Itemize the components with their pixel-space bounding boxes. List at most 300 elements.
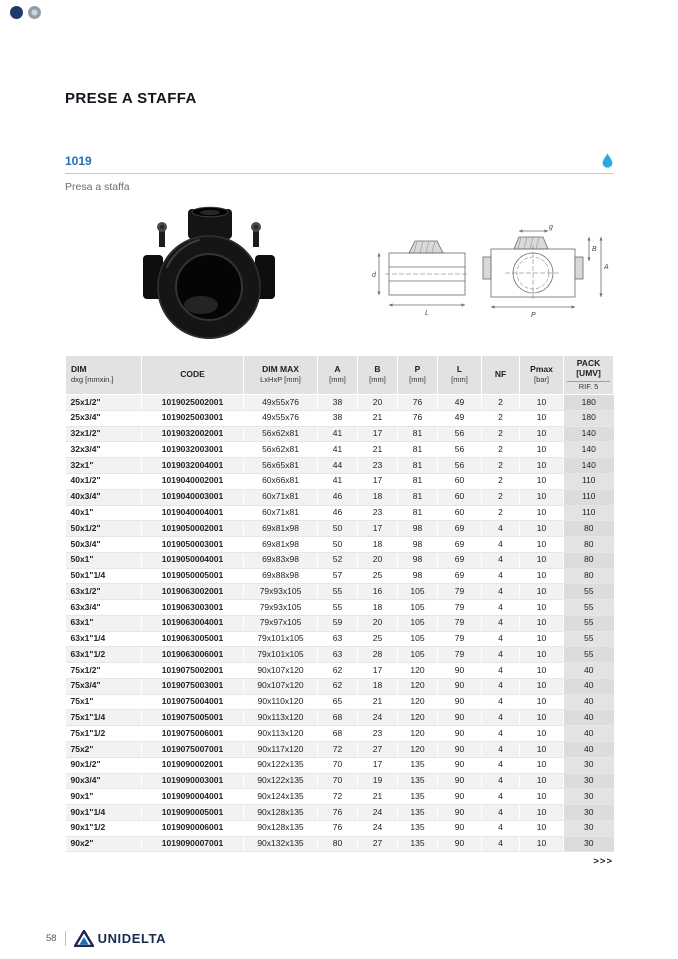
- table-cell: 72: [318, 789, 358, 805]
- table-cell: 1019075006001: [142, 726, 244, 742]
- table-cell: 110: [564, 489, 614, 505]
- table-cell: 30: [564, 820, 614, 836]
- table-cell: 62: [318, 663, 358, 679]
- table-cell: 4: [482, 631, 520, 647]
- table-cell: 55: [564, 631, 614, 647]
- table-cell: 55: [564, 647, 614, 663]
- table-cell: 120: [398, 710, 438, 726]
- table-cell: 79: [438, 647, 482, 663]
- table-cell: 90x1/2": [66, 757, 142, 773]
- table-cell: 57: [318, 568, 358, 584]
- table-continues-indicator: >>>: [593, 856, 613, 868]
- table-cell: 1019025003001: [142, 410, 244, 426]
- table-cell: 1019063004001: [142, 615, 244, 631]
- table-cell: 23: [358, 726, 398, 742]
- table-cell: 10: [520, 410, 564, 426]
- table-cell: 80: [318, 836, 358, 852]
- table-cell: 44: [318, 458, 358, 474]
- table-cell: 120: [398, 694, 438, 710]
- table-cell: 59: [318, 615, 358, 631]
- table-cell: 72: [318, 742, 358, 758]
- corner-dots: [10, 6, 41, 19]
- column-header: A [mm]: [318, 356, 358, 395]
- table-cell: 2: [482, 442, 520, 458]
- table-cell: 75x1/2": [66, 663, 142, 679]
- table-cell: 90: [438, 820, 482, 836]
- table-cell: 10: [520, 836, 564, 852]
- table-cell: 120: [398, 663, 438, 679]
- table-cell: 79: [438, 615, 482, 631]
- series-code: 1019: [65, 154, 92, 168]
- table-row: [66, 647, 614, 663]
- table-cell: 60: [438, 473, 482, 489]
- dim-label-p: P: [531, 312, 536, 319]
- table-cell: 2: [482, 410, 520, 426]
- table-row: [66, 742, 614, 758]
- table-cell: 10: [520, 773, 564, 789]
- table-cell: 10: [520, 458, 564, 474]
- table-cell: 76: [398, 410, 438, 426]
- table-cell: 10: [520, 757, 564, 773]
- table-cell: 76: [398, 395, 438, 411]
- table-cell: 4: [482, 615, 520, 631]
- table-cell: 1019090007001: [142, 836, 244, 852]
- table-cell: 4: [482, 820, 520, 836]
- table-row: [66, 773, 614, 789]
- table-cell: 69x88x98: [244, 568, 318, 584]
- column-header: DIM dxg [mmxin.]: [66, 356, 142, 395]
- table-cell: 4: [482, 726, 520, 742]
- table-cell: 76: [318, 805, 358, 821]
- table-cell: 49: [438, 410, 482, 426]
- table-cell: 17: [358, 426, 398, 442]
- table-cell: 135: [398, 805, 438, 821]
- table-cell: 40: [564, 694, 614, 710]
- table-cell: 81: [398, 426, 438, 442]
- table-cell: 80: [564, 552, 614, 568]
- table-cell: 69: [438, 568, 482, 584]
- page-footer: [46, 930, 166, 947]
- table-cell: 90x132x135: [244, 836, 318, 852]
- table-cell: 10: [520, 742, 564, 758]
- table-cell: 1019050005001: [142, 568, 244, 584]
- table-cell: 79: [438, 600, 482, 616]
- table-cell: 4: [482, 568, 520, 584]
- table-cell: 50: [318, 521, 358, 537]
- column-header: P [mm]: [398, 356, 438, 395]
- table-cell: 4: [482, 521, 520, 537]
- table-row: [66, 789, 614, 805]
- table-cell: 90: [438, 836, 482, 852]
- table-cell: 90x113x120: [244, 726, 318, 742]
- gray-dot: [28, 6, 41, 19]
- table-cell: 30: [564, 757, 614, 773]
- product-table: [65, 355, 614, 852]
- table-row: [66, 568, 614, 584]
- table-cell: 19: [358, 773, 398, 789]
- table-cell: 27: [358, 742, 398, 758]
- table-cell: 90: [438, 678, 482, 694]
- table-cell: 17: [358, 473, 398, 489]
- page-number: 58: [46, 933, 57, 944]
- product-photo: [133, 205, 285, 348]
- table-cell: 40: [564, 663, 614, 679]
- table-cell: 90x128x135: [244, 805, 318, 821]
- table-cell: 10: [520, 537, 564, 553]
- table-cell: 69: [438, 552, 482, 568]
- table-cell: 50: [318, 537, 358, 553]
- table-cell: 25: [358, 568, 398, 584]
- table-cell: 10: [520, 426, 564, 442]
- table-row: [66, 726, 614, 742]
- table-cell: 135: [398, 773, 438, 789]
- table-cell: 75x1"1/2: [66, 726, 142, 742]
- table-cell: 18: [358, 678, 398, 694]
- table-cell: 40x3/4": [66, 489, 142, 505]
- table-cell: 90x3/4": [66, 773, 142, 789]
- dim-label-l: L: [425, 310, 429, 317]
- table-cell: 10: [520, 552, 564, 568]
- table-cell: 65: [318, 694, 358, 710]
- table-cell: 32x3/4": [66, 442, 142, 458]
- table-cell: 4: [482, 678, 520, 694]
- table-cell: 30: [564, 836, 614, 852]
- table-cell: 90: [438, 726, 482, 742]
- table-row: [66, 678, 614, 694]
- table-row: [66, 584, 614, 600]
- column-header: B [mm]: [358, 356, 398, 395]
- table-cell: 4: [482, 600, 520, 616]
- table-cell: 32x1/2": [66, 426, 142, 442]
- table-cell: 55: [564, 615, 614, 631]
- table-cell: 90x122x135: [244, 773, 318, 789]
- table-cell: 90x107x120: [244, 663, 318, 679]
- delta-logo-icon: [74, 930, 94, 947]
- table-header-row: [66, 356, 614, 395]
- table-row: [66, 836, 614, 852]
- table-cell: 90: [438, 694, 482, 710]
- table-row: [66, 600, 614, 616]
- table-cell: 1019075007001: [142, 742, 244, 758]
- table-row: [66, 552, 614, 568]
- table-cell: 90x110x120: [244, 694, 318, 710]
- table-cell: 69: [438, 521, 482, 537]
- table-cell: 10: [520, 710, 564, 726]
- table-cell: 4: [482, 710, 520, 726]
- table-cell: 90: [438, 773, 482, 789]
- table-cell: 1019040002001: [142, 473, 244, 489]
- table-cell: 41: [318, 442, 358, 458]
- table-cell: 18: [358, 537, 398, 553]
- table-cell: 56x62x81: [244, 442, 318, 458]
- table-cell: 24: [358, 820, 398, 836]
- table-cell: 63x1": [66, 615, 142, 631]
- table-cell: 1019090006001: [142, 820, 244, 836]
- table-cell: 79x101x105: [244, 631, 318, 647]
- table-cell: 105: [398, 631, 438, 647]
- table-cell: 10: [520, 789, 564, 805]
- table-cell: 2: [482, 426, 520, 442]
- table-cell: 40: [564, 678, 614, 694]
- table-row: [66, 820, 614, 836]
- table-cell: 110: [564, 505, 614, 521]
- table-cell: 10: [520, 726, 564, 742]
- table-cell: 30: [564, 789, 614, 805]
- table-cell: 75x1"1/4: [66, 710, 142, 726]
- table-cell: 90x2": [66, 836, 142, 852]
- table-cell: 60x66x81: [244, 473, 318, 489]
- table-cell: 110: [564, 473, 614, 489]
- table-cell: 98: [398, 568, 438, 584]
- table-cell: 98: [398, 537, 438, 553]
- water-drop-icon: [602, 153, 613, 168]
- table-cell: 81: [398, 458, 438, 474]
- table-cell: 90x128x135: [244, 820, 318, 836]
- page-title: PRESE A STAFFA: [65, 90, 197, 107]
- table-cell: 32x1": [66, 458, 142, 474]
- table-cell: 81: [398, 489, 438, 505]
- table-cell: 1019032003001: [142, 442, 244, 458]
- table-cell: 21: [358, 442, 398, 458]
- table-cell: 120: [398, 726, 438, 742]
- table-cell: 1019063002001: [142, 584, 244, 600]
- table-cell: 10: [520, 631, 564, 647]
- table-cell: 10: [520, 489, 564, 505]
- table-cell: 98: [398, 521, 438, 537]
- table-cell: 10: [520, 805, 564, 821]
- table-cell: 25x1/2": [66, 395, 142, 411]
- table-cell: 63x3/4": [66, 600, 142, 616]
- table-cell: 40: [564, 710, 614, 726]
- table-cell: 70: [318, 757, 358, 773]
- table-cell: 10: [520, 694, 564, 710]
- table-cell: 60x71x81: [244, 505, 318, 521]
- table-cell: 21: [358, 694, 398, 710]
- table-cell: 23: [358, 458, 398, 474]
- table-cell: 56: [438, 458, 482, 474]
- table-row: [66, 426, 614, 442]
- table-cell: 56: [438, 442, 482, 458]
- table-cell: 1019075005001: [142, 710, 244, 726]
- table-cell: 63x1/2": [66, 584, 142, 600]
- table-cell: 2: [482, 458, 520, 474]
- figures: [65, 205, 613, 347]
- table-cell: 69x81x98: [244, 537, 318, 553]
- table-cell: 40: [564, 726, 614, 742]
- table-cell: 4: [482, 789, 520, 805]
- table-row: [66, 615, 614, 631]
- technical-drawing: [371, 219, 609, 342]
- table-cell: 140: [564, 426, 614, 442]
- table-cell: 81: [398, 473, 438, 489]
- table-cell: 30: [564, 773, 614, 789]
- table-cell: 55: [318, 584, 358, 600]
- table-cell: 4: [482, 552, 520, 568]
- table-cell: 1019032004001: [142, 458, 244, 474]
- table-cell: 79x93x105: [244, 600, 318, 616]
- table-cell: 17: [358, 521, 398, 537]
- table-cell: 105: [398, 615, 438, 631]
- table-cell: 90: [438, 742, 482, 758]
- table-cell: 90x113x120: [244, 710, 318, 726]
- table-row: [66, 537, 614, 553]
- table-cell: 90x1"1/4: [66, 805, 142, 821]
- table-cell: 90: [438, 757, 482, 773]
- table-cell: 120: [398, 678, 438, 694]
- column-header: Pmax [bar]: [520, 356, 564, 395]
- table-cell: 60x71x81: [244, 489, 318, 505]
- table-cell: 4: [482, 757, 520, 773]
- table-row: [66, 757, 614, 773]
- table-cell: 1019050004001: [142, 552, 244, 568]
- table-cell: 79: [438, 631, 482, 647]
- table-cell: 2: [482, 489, 520, 505]
- table-cell: 135: [398, 789, 438, 805]
- table-cell: 135: [398, 820, 438, 836]
- table-cell: 63x1"1/4: [66, 631, 142, 647]
- table-cell: 10: [520, 521, 564, 537]
- table-cell: 4: [482, 836, 520, 852]
- table-cell: 55: [564, 600, 614, 616]
- table-cell: 68: [318, 710, 358, 726]
- table-cell: 81: [398, 505, 438, 521]
- table-cell: 80: [564, 568, 614, 584]
- table-cell: 4: [482, 773, 520, 789]
- table-cell: 79x93x105: [244, 584, 318, 600]
- table-cell: 55: [564, 584, 614, 600]
- table-cell: 46: [318, 489, 358, 505]
- table-cell: 69: [438, 537, 482, 553]
- table-cell: 10: [520, 395, 564, 411]
- table-cell: 50x1"1/4: [66, 568, 142, 584]
- table-row: [66, 521, 614, 537]
- column-header: NF: [482, 356, 520, 395]
- table-row: [66, 505, 614, 521]
- table-cell: 90: [438, 710, 482, 726]
- table-row: [66, 710, 614, 726]
- table-cell: 23: [358, 505, 398, 521]
- table-cell: 1019075003001: [142, 678, 244, 694]
- table-cell: 79x101x105: [244, 647, 318, 663]
- table-cell: 10: [520, 600, 564, 616]
- table-cell: 17: [358, 757, 398, 773]
- table-cell: 16: [358, 584, 398, 600]
- table-cell: 40: [564, 742, 614, 758]
- table-cell: 79: [438, 584, 482, 600]
- table-cell: 49x55x76: [244, 395, 318, 411]
- table-cell: 4: [482, 663, 520, 679]
- table-cell: 1019032002001: [142, 426, 244, 442]
- table-cell: 62: [318, 678, 358, 694]
- table-cell: 1019063006001: [142, 647, 244, 663]
- table-cell: 25: [358, 631, 398, 647]
- table-cell: 4: [482, 584, 520, 600]
- table-cell: 41: [318, 426, 358, 442]
- table-cell: 79x97x105: [244, 615, 318, 631]
- table-cell: 90x117x120: [244, 742, 318, 758]
- brand-name: UNIDELTA: [97, 931, 167, 946]
- table-cell: 76: [318, 820, 358, 836]
- table-row: [66, 805, 614, 821]
- table-cell: 1019090005001: [142, 805, 244, 821]
- brand-logo: [74, 930, 167, 947]
- table-row: [66, 663, 614, 679]
- table-cell: 49: [438, 395, 482, 411]
- table-cell: 90x122x135: [244, 757, 318, 773]
- table-cell: 180: [564, 410, 614, 426]
- table-cell: 90x1"1/2: [66, 820, 142, 836]
- table-cell: 69x83x98: [244, 552, 318, 568]
- table-cell: 105: [398, 647, 438, 663]
- table-cell: 80: [564, 537, 614, 553]
- table-cell: 1019025002001: [142, 395, 244, 411]
- table-cell: 68: [318, 726, 358, 742]
- table-cell: 1019040003001: [142, 489, 244, 505]
- table-cell: 38: [318, 410, 358, 426]
- table-cell: 18: [358, 600, 398, 616]
- table-cell: 90x1": [66, 789, 142, 805]
- table-cell: 60: [438, 505, 482, 521]
- table-cell: 120: [398, 742, 438, 758]
- table-cell: 10: [520, 820, 564, 836]
- table-row: [66, 473, 614, 489]
- table-cell: 21: [358, 789, 398, 805]
- table-cell: 1019063005001: [142, 631, 244, 647]
- table-cell: 63: [318, 631, 358, 647]
- product-subtitle: Presa a staffa: [65, 181, 130, 193]
- table-row: [66, 631, 614, 647]
- table-cell: 90x124x135: [244, 789, 318, 805]
- table-cell: 41: [318, 473, 358, 489]
- table-cell: 38: [318, 395, 358, 411]
- table-row: [66, 395, 614, 411]
- navy-dot: [10, 6, 23, 19]
- table-cell: 55: [318, 600, 358, 616]
- dim-label-a: A: [604, 264, 609, 271]
- table-cell: 50x1/2": [66, 521, 142, 537]
- table-cell: 90: [438, 789, 482, 805]
- table-cell: 1019050002001: [142, 521, 244, 537]
- table-cell: 4: [482, 537, 520, 553]
- series-header: [65, 153, 613, 174]
- table-cell: 1019090002001: [142, 757, 244, 773]
- table-cell: 140: [564, 442, 614, 458]
- column-header: CODE: [142, 356, 244, 395]
- table-row: [66, 458, 614, 474]
- table-cell: 75x3/4": [66, 678, 142, 694]
- table-cell: 63x1"1/2: [66, 647, 142, 663]
- table-cell: 63: [318, 647, 358, 663]
- table-cell: 135: [398, 757, 438, 773]
- table-cell: 75x1": [66, 694, 142, 710]
- table-cell: 30: [564, 805, 614, 821]
- table-cell: 180: [564, 395, 614, 411]
- table-cell: 105: [398, 600, 438, 616]
- table-cell: 50x1": [66, 552, 142, 568]
- table-cell: 10: [520, 568, 564, 584]
- table-cell: 28: [358, 647, 398, 663]
- table-cell: 21: [358, 410, 398, 426]
- table-cell: 4: [482, 742, 520, 758]
- column-header: DIM MAX LxHxP [mm]: [244, 356, 318, 395]
- table-cell: 80: [564, 521, 614, 537]
- table-cell: 56: [438, 426, 482, 442]
- table-row: [66, 410, 614, 426]
- table-cell: 56x62x81: [244, 426, 318, 442]
- table-cell: 20: [358, 552, 398, 568]
- table-cell: 135: [398, 836, 438, 852]
- table-cell: 10: [520, 663, 564, 679]
